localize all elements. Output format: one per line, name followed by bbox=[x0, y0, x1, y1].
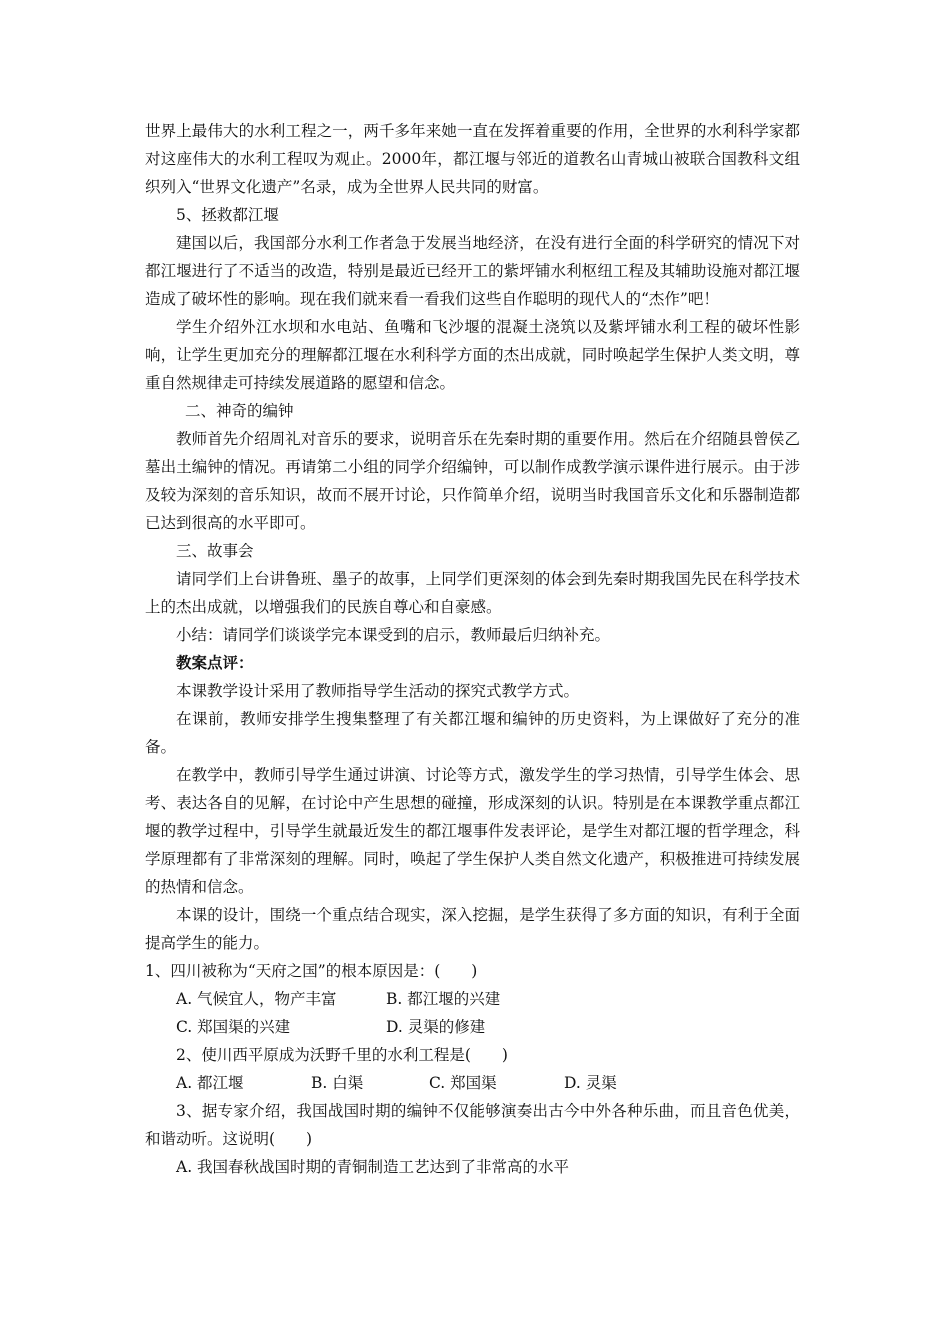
heading-story-meeting: 三、故事会 bbox=[176, 542, 254, 560]
option-d: D. 灵渠 bbox=[564, 1074, 617, 1092]
paragraph-stories: 请同学们上台讲鲁班、墨子的故事，上同学们更深刻的体会到先秦时期我国先民在科学技术上的杰出成就，以增强我们的民族自尊心和自豪感。 bbox=[145, 570, 800, 616]
option-b: B. 白渠 bbox=[311, 1074, 364, 1092]
question-2: 2、使川西平原成为沃野千里的水利工程是( ) bbox=[176, 1046, 508, 1064]
option-d: D. 灵渠的修建 bbox=[386, 1018, 486, 1036]
option-a: A. 都江堰 bbox=[176, 1074, 244, 1092]
paragraph-bianzhong: 教师首先介绍周礼对音乐的要求，说明音乐在先秦时期的重要作用。然后在介绍随县曾侯乙墓出土编钟的情况。再请第二小组的同学介绍编钟，可以制作成教学演示课件进行展示。由于涉及较为深刻的音乐知识，故而不展开讨论，只作简单介绍，说明当时我国音乐文化和乐器制造都已达到很高的水平即可。 bbox=[145, 430, 800, 532]
paragraph-student-introduction: 学生介绍外江水坝和水电站、鱼嘴和飞沙堰的混凝土浇筑以及紫坪铺水利工程的破坏性影响，让学生更加充分的理解都江堰在水利科学方面的杰出成就，同时唤起学生保护人类文明，尊重自然规律走可持续发展道路的愿望和信念。 bbox=[145, 318, 800, 392]
option-a: A. 我国春秋战国时期的青铜制造工艺达到了非常高的水平 bbox=[176, 1158, 570, 1176]
question-1-options-row-2 bbox=[145, 1013, 800, 1041]
paragraph-improper-modification: 建国以后，我国部分水利工作者急于发展当地经济，在没有进行全面的科学研究的情况下对都江堰进行了不适当的改造，特别是最近已经开工的紫坪铺水利枢纽工程及其辅助设施对都江堰造成了破坏性的影响。现在我们就来看一看我们这些自作聪明的现代人的“杰作”吧！ bbox=[145, 234, 800, 308]
question-3-options bbox=[145, 1153, 800, 1181]
option-c: C. 郑国渠 bbox=[429, 1074, 497, 1092]
question-1: 1、四川被称为“天府之国”的根本原因是：( ) bbox=[145, 962, 478, 980]
paragraph-summary: 小结：请同学们谈谈学完本课受到的启示，教师最后归纳补充。 bbox=[176, 626, 611, 644]
paragraph-review-in-class: 在教学中，教师引导学生通过讲演、讨论等方式，激发学生的学习热情，引导学生体会、思考、表达各自的见解，在讨论中产生思想的碰撞，形成深刻的认识。特别是在本课教学重点都江堰的教学过程中，引导学生就最近发生的都江堰事件发表评论，是学生对都江堰的哲学理念，科学原理都有了非常深刻的理解。同时，唤起了学生保护人类自然文化遗产，积极推进可持续发展的热情和信念。 bbox=[145, 766, 800, 896]
paragraph-review-design: 本课的设计，围绕一个重点结合现实，深入挖掘，是学生获得了多方面的知识，有利于全面提高学生的能力。 bbox=[145, 906, 800, 952]
heading-lesson-review: 教案点评： bbox=[176, 653, 254, 672]
paragraph-review-method: 本课教学设计采用了教师指导学生活动的探究式教学方式。 bbox=[176, 682, 580, 700]
paragraph-world-heritage: 世界上最伟大的水利工程之一，两千多年来她一直在发挥着重要的作用，全世界的水利科学家都对这座伟大的水利工程叹为观止。2000年，都江堰与邻近的道教名山青城山被联合国教科文组织列入“世界文化遗产”名录，成为全世界人民共同的财富。 bbox=[145, 122, 800, 196]
heading-bianzhong: 二、神奇的编钟 bbox=[185, 402, 294, 420]
option-b: B. 都江堰的兴建 bbox=[386, 990, 501, 1008]
option-c: C. 郑国渠的兴建 bbox=[176, 1018, 291, 1036]
document-page bbox=[145, 117, 800, 1181]
option-a: A. 气候宜人，物产丰富 bbox=[176, 990, 337, 1008]
question-3: 3、据专家介绍，我国战国时期的编钟不仅能够演奏出古今中外各种乐曲，而且音色优美，和谐动听。这说明( ) bbox=[145, 1102, 800, 1148]
question-2-options bbox=[145, 1069, 800, 1097]
paragraph-review-before-class: 在课前，教师安排学生搜集整理了有关都江堰和编钟的历史资料，为上课做好了充分的准备。 bbox=[145, 710, 800, 756]
heading-save-dujiangyan: 5、拯救都江堰 bbox=[176, 206, 279, 224]
question-1-options-row-1 bbox=[145, 985, 800, 1013]
